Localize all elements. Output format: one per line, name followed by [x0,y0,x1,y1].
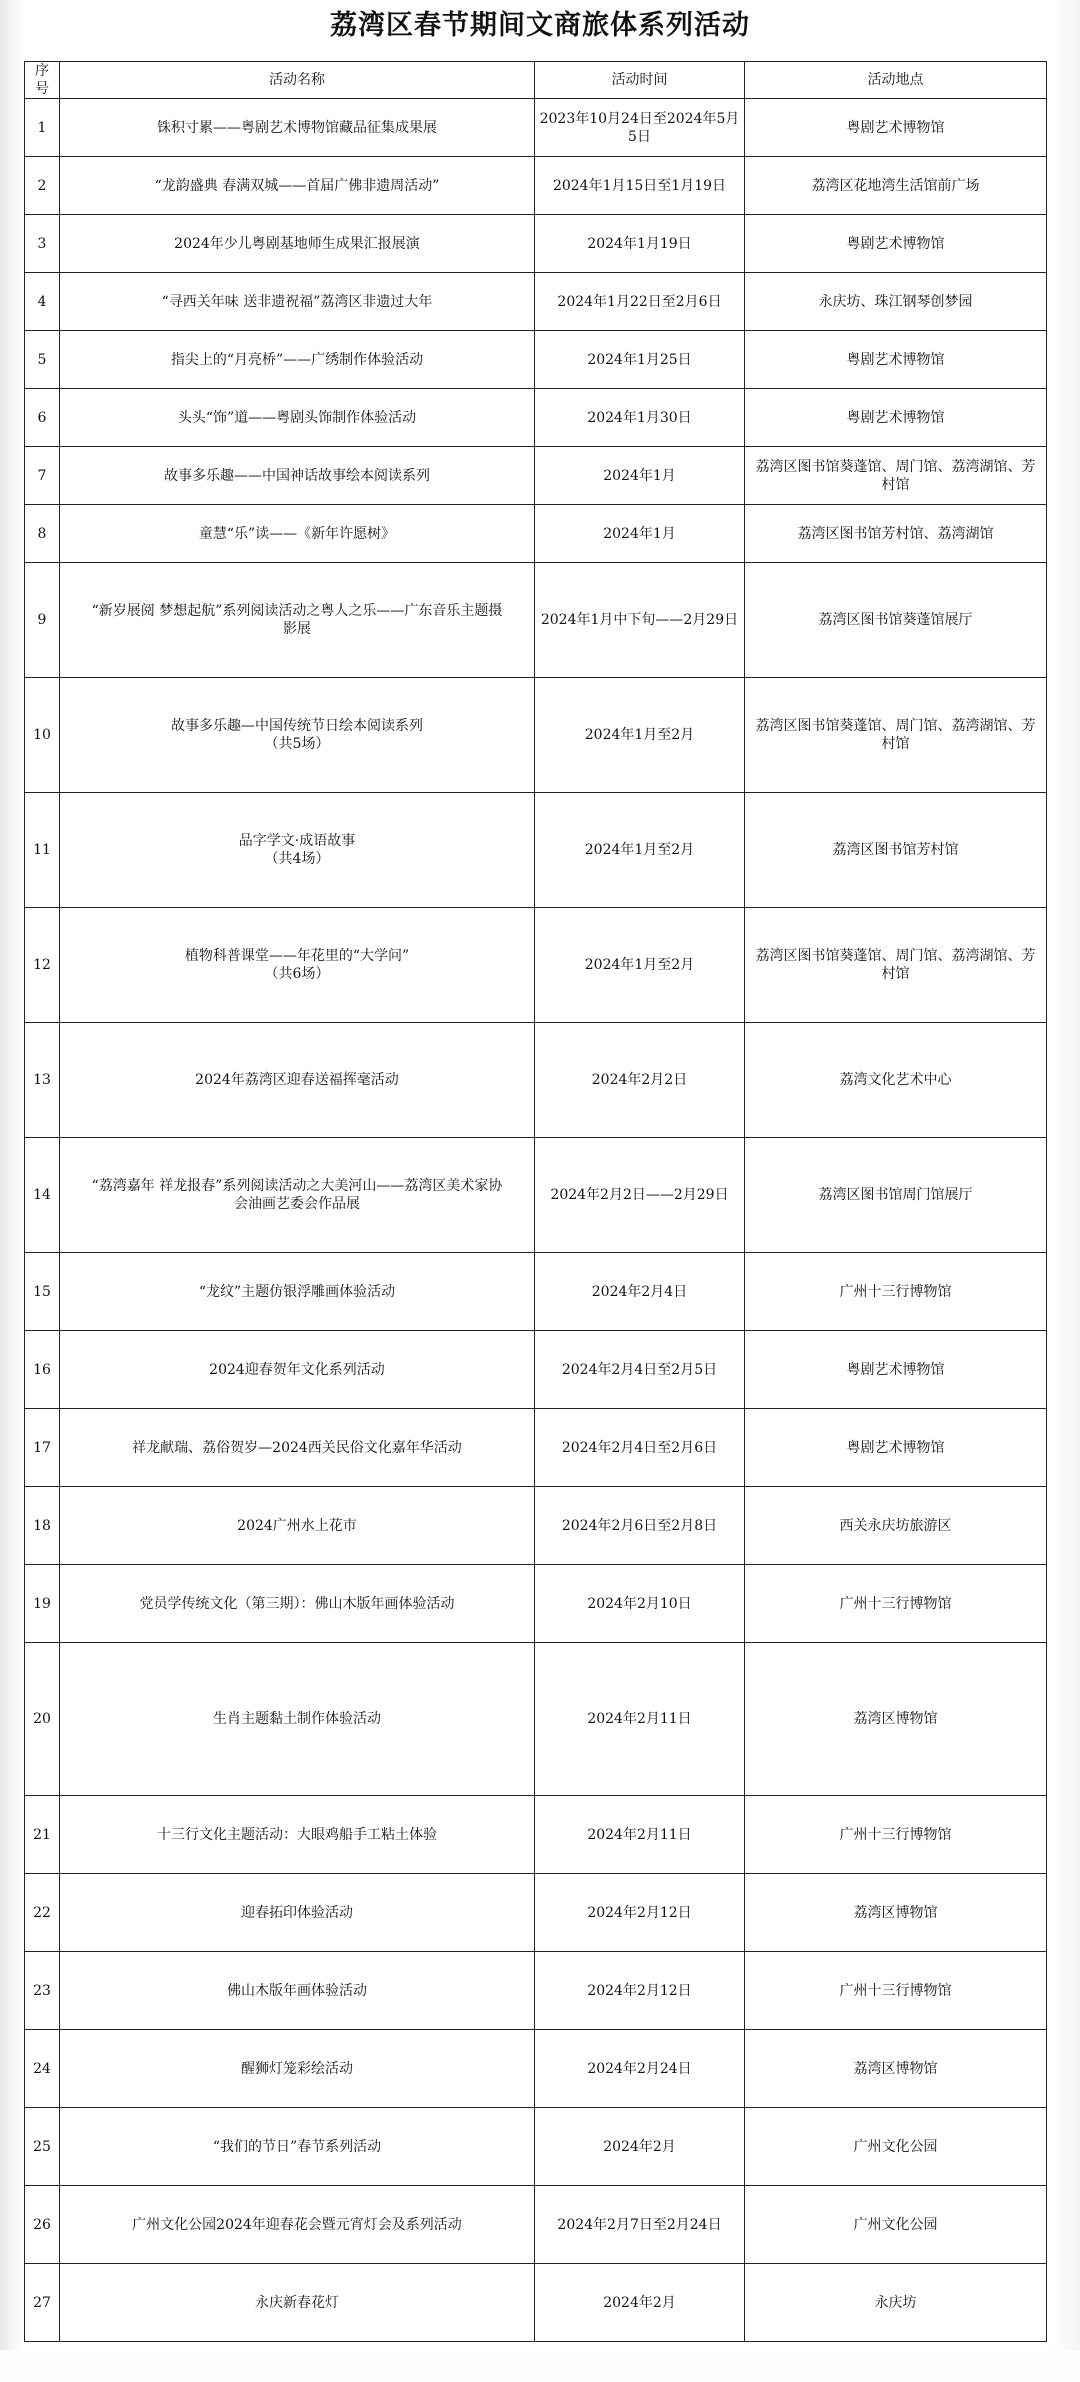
table-row [25,1643,1047,1796]
activity-name [60,1409,535,1487]
table-row [25,1874,1047,1952]
table-row [25,1487,1047,1565]
table-row [25,273,1047,331]
table-row [25,1952,1047,2030]
activity-place: 荔湾区博物馆 [745,1874,1047,1952]
activity-name-line: 醒狮灯笼彩绘活动 [241,2060,353,2077]
activity-name-line: 迎春拓印体验活动 [241,1904,353,1921]
activity-name [60,389,535,447]
row-number: 3 [25,215,60,273]
row-number: 15 [25,1253,60,1331]
activity-time: 2024年1月 [535,447,745,505]
activity-name-line: 永庆新春花灯 [255,2294,339,2311]
activity-name [60,1023,535,1138]
activity-name [60,331,535,389]
table-row [25,1796,1047,1874]
activity-table [24,61,1047,2342]
activity-name-line: （共6场） [264,966,330,982]
activity-name-line: 党员学传统文化（第三期）：佛山木版年画体验活动 [139,1595,455,1612]
activity-name [60,2264,535,2342]
activity-place: 荔湾区图书馆葵蓬馆、周门馆、荔湾湖馆、芳村馆 [745,678,1047,793]
activity-place: 粤剧艺术博物馆 [745,1409,1047,1487]
activity-name-line: 会油画艺委会作品展 [234,1196,360,1212]
activity-name-line: 童慧“乐”读——《新年许愿树》 [198,525,396,542]
activity-time: 2024年2月2日——2月29日 [535,1138,745,1253]
table-row [25,2264,1047,2342]
activity-time: 2024年1月至2月 [535,678,745,793]
activity-time: 2023年10月24日至2024年5月5日 [535,99,745,157]
activity-time: 2024年2月12日 [535,1874,745,1952]
activity-name-line: （共5场） [264,736,330,752]
row-number: 20 [25,1643,60,1796]
activity-name [60,793,535,908]
row-number: 6 [25,389,60,447]
activity-place: 荔湾区图书馆周门馆展厅 [745,1138,1047,1253]
activity-place: 广州十三行博物馆 [745,1253,1047,1331]
table-row [25,2186,1047,2264]
activity-name [60,1565,535,1643]
activity-place: 荔湾区图书馆芳村馆、荔湾湖馆 [745,505,1047,563]
document-title: 荔湾区春节期间文商旅体系列活动 [330,10,750,41]
activity-name [60,1138,535,1253]
activity-name-line: 品字学文·成语故事 [238,833,356,849]
table-body [25,99,1047,2342]
row-number: 10 [25,678,60,793]
header-activity-name: 活动名称 [60,62,535,99]
activity-name-line: 指尖上的“月亮桥”——广绣制作体验活动 [170,351,424,368]
row-number: 25 [25,2108,60,2186]
table-row [25,2030,1047,2108]
activity-name [60,908,535,1023]
activity-name [60,2108,535,2186]
table-row [25,447,1047,505]
activity-name [60,1253,535,1331]
activity-time: 2024年2月12日 [535,1952,745,2030]
activity-place: 粤剧艺术博物馆 [745,389,1047,447]
activity-name [60,447,535,505]
activity-place: 广州文化公园 [745,2186,1047,2264]
activity-name [60,2186,535,2264]
activity-name [60,99,535,157]
activity-time: 2024年2月6日至2月8日 [535,1487,745,1565]
activity-name [60,157,535,215]
activity-place: 荔湾区图书馆葵蓬馆展厅 [745,563,1047,678]
table-header-row [25,62,1047,99]
activity-time: 2024年1月25日 [535,331,745,389]
activity-place: 永庆坊 [745,2264,1047,2342]
activity-place: 荔湾区图书馆葵蓬馆、周门馆、荔湾湖馆、芳村馆 [745,908,1047,1023]
table-row [25,793,1047,908]
activity-name-line: 植物科普课堂——年花里的“大学问” [184,948,410,964]
activity-place: 西关永庆坊旅游区 [745,1487,1047,1565]
activity-place: 荔湾区花地湾生活馆前广场 [745,157,1047,215]
activity-name-line: 十三行文化主题活动：大眼鸡船手工粘土体验 [157,1826,437,1843]
row-number: 24 [25,2030,60,2108]
activity-time: 2024年2月 [535,2108,745,2186]
activity-time: 2024年2月4日至2月5日 [535,1331,745,1409]
row-number: 18 [25,1487,60,1565]
row-number: 14 [25,1138,60,1253]
table-row [25,215,1047,273]
activity-place: 粤剧艺术博物馆 [745,99,1047,157]
row-number: 5 [25,331,60,389]
activity-name-line: “龙纹”主题仿银浮雕画体验活动 [198,1283,396,1300]
row-number: 4 [25,273,60,331]
activity-name-line: 祥龙献瑞、荔俗贺岁—2024西关民俗文化嘉年华活动 [132,1439,462,1456]
row-number: 21 [25,1796,60,1874]
activity-name [60,1796,535,1874]
activity-place: 荔湾区博物馆 [745,2030,1047,2108]
activity-name-line: 2024年荔湾区迎春送福挥毫活动 [195,1072,399,1088]
activity-name [60,1952,535,2030]
table-row [25,505,1047,563]
activity-place: 广州十三行博物馆 [745,1796,1047,1874]
row-number: 11 [25,793,60,908]
activity-time: 2024年1月至2月 [535,793,745,908]
table-row [25,908,1047,1023]
activity-time: 2024年2月11日 [535,1796,745,1874]
activity-time: 2024年1月至2月 [535,908,745,1023]
activity-name-line: 佛山木版年画体验活动 [227,1982,367,1999]
activity-place: 广州十三行博物馆 [745,1565,1047,1643]
activity-name-line: “寻西关年味 送非遗祝福”荔湾区非遗过大年 [161,293,433,310]
activity-time: 2024年2月10日 [535,1565,745,1643]
table-row [25,2108,1047,2186]
activity-name [60,505,535,563]
activity-time: 2024年2月4日至2月6日 [535,1409,745,1487]
activity-time: 2024年2月24日 [535,2030,745,2108]
activity-time: 2024年1月30日 [535,389,745,447]
header-activity-time: 活动时间 [535,62,745,99]
activity-name-line: 广州文化公园2024年迎春花会暨元宵灯会及系列活动 [132,2216,462,2233]
activity-name-line: 2024年少儿粤剧基地师生成果汇报展演 [174,235,420,252]
activity-place: 荔湾区博物馆 [745,1643,1047,1796]
header-no: 序号 [25,62,60,99]
activity-name-line: （共4场） [264,851,330,867]
header-activity-place: 活动地点 [745,62,1047,99]
table-row [25,1331,1047,1409]
activity-name [60,1487,535,1565]
table-row [25,331,1047,389]
row-number: 23 [25,1952,60,2030]
activity-time: 2024年2月7日至2月24日 [535,2186,745,2264]
activity-name-line: 故事多乐趣——中国神话故事绘本阅读系列 [164,467,430,484]
activity-name [60,1874,535,1952]
table-row [25,99,1047,157]
row-number: 16 [25,1331,60,1409]
table-row [25,1409,1047,1487]
activity-name-line: 头头“饰”道——粤剧头饰制作体验活动 [177,409,417,426]
activity-time: 2024年2月2日 [535,1023,745,1138]
activity-name [60,1643,535,1796]
activity-place: 荔湾区图书馆芳村馆 [745,793,1047,908]
activity-name-line: 铢积寸累——粤剧艺术博物馆藏品征集成果展 [157,119,437,136]
table-row [25,678,1047,793]
row-number: 22 [25,1874,60,1952]
activity-time: 2024年1月 [535,505,745,563]
activity-place: 荔湾区图书馆葵蓬馆、周门馆、荔湾湖馆、芳村馆 [745,447,1047,505]
activity-time: 2024年1月19日 [535,215,745,273]
activity-name-line: “新岁展阅 梦想起航”系列阅读活动之粤人之乐——广东音乐主题摄 [91,603,503,619]
table-row [25,563,1047,678]
activity-name-line: 2024广州水上花市 [237,1517,357,1534]
page-bottom-margin [0,2350,1080,2382]
row-number: 1 [25,99,60,157]
row-number: 12 [25,908,60,1023]
activity-time: 2024年2月11日 [535,1643,745,1796]
activity-name [60,2030,535,2108]
activity-time: 2024年1月15日至1月19日 [535,157,745,215]
row-number: 17 [25,1409,60,1487]
row-number: 13 [25,1023,60,1138]
activity-time: 2024年2月4日 [535,1253,745,1331]
table-row [25,1253,1047,1331]
activity-place: 广州十三行博物馆 [745,1952,1047,2030]
activity-place: 粤剧艺术博物馆 [745,1331,1047,1409]
activity-name-line: “我们的节日”春节系列活动 [212,2138,382,2155]
activity-time: 2024年1月22日至2月6日 [535,273,745,331]
activity-place: 粤剧艺术博物馆 [745,331,1047,389]
activity-name [60,678,535,793]
table-row [25,157,1047,215]
row-number: 7 [25,447,60,505]
activity-name-line: 影展 [283,621,311,637]
activity-time: 2024年1月中下旬——2月29日 [535,563,745,678]
activity-name [60,1331,535,1409]
row-number: 8 [25,505,60,563]
row-number: 2 [25,157,60,215]
activity-name-line: 故事多乐趣—中国传统节日绘本阅读系列 [171,718,423,734]
row-number: 26 [25,2186,60,2264]
table-row [25,1138,1047,1253]
activity-place: 广州文化公园 [745,2108,1047,2186]
table-row [25,1565,1047,1643]
activity-place: 粤剧艺术博物馆 [745,215,1047,273]
activity-place: 永庆坊、珠江钢琴创梦园 [745,273,1047,331]
activity-name [60,563,535,678]
activity-name-line: “龙韵盛典 春满双城——首届广佛非遗周活动” [154,177,440,194]
table-row [25,1023,1047,1138]
activity-name [60,273,535,331]
row-number: 27 [25,2264,60,2342]
activity-name [60,215,535,273]
activity-name-line: “荔湾嘉年 祥龙报春”系列阅读活动之大美河山——荔湾区美术家协 [91,1178,503,1194]
row-number: 19 [25,1565,60,1643]
row-number: 9 [25,563,60,678]
activity-place: 荔湾文化艺术中心 [745,1023,1047,1138]
activity-name-line: 2024迎春贺年文化系列活动 [209,1361,385,1378]
activity-name-line: 生肖主题黏土制作体验活动 [213,1711,381,1727]
activity-time: 2024年2月 [535,2264,745,2342]
table-row [25,389,1047,447]
